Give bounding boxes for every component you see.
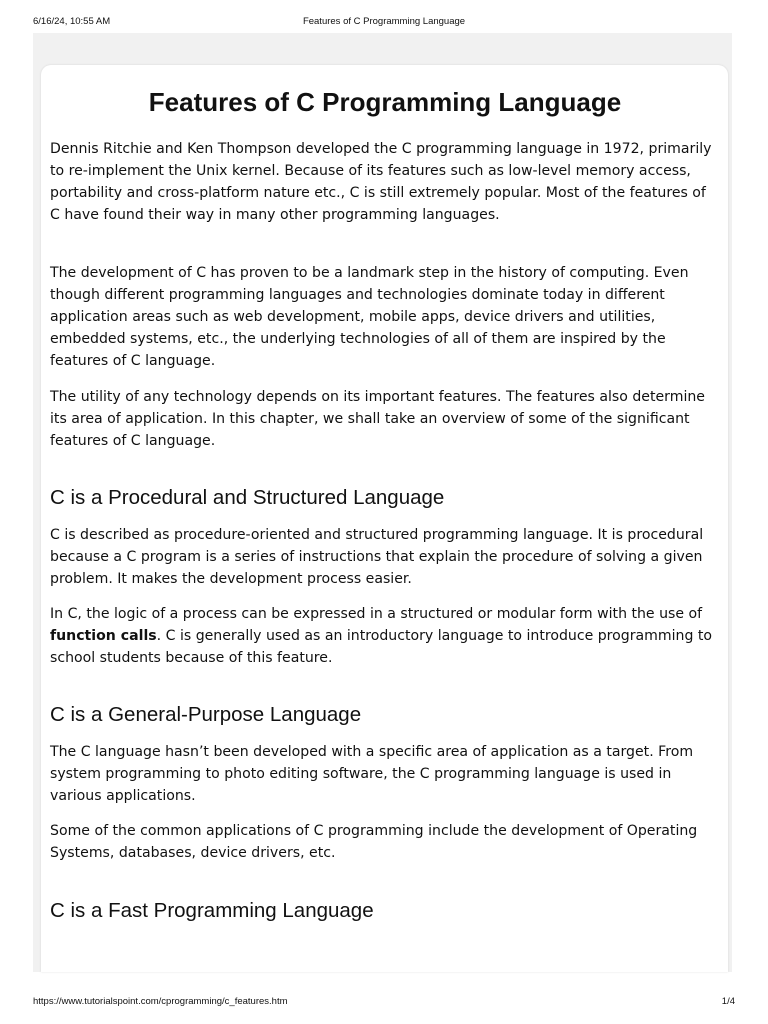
print-url: https://www.tutorialspoint.com/cprogramming/c_features.htm <box>33 996 288 1007</box>
section-heading-fast: C is a Fast Programming Language <box>50 899 374 922</box>
general-purpose-paragraph-2: Some of the common applications of C programming include the development of Operating Systems, databases, device drivers, etc. <box>50 823 698 861</box>
print-title: Features of C Programming Language <box>302 16 466 27</box>
intro-paragraph-1: Dennis Ritchie and Ken Thompson developed the C programming language in 1972, primarily to re-implement the Unix kernel. Because of its features such as low-level memory access, portability and cross-platform nature etc., C is still extremely popular. Most of the features of C have found their way in many other programming languages. <box>50 141 712 223</box>
intro-paragraph-2: The development of C has proven to be a landmark step in the history of computing. Even though different programming languages and technologies dominate today in different application areas such as web development, mobile apps, device drivers and utilities, embedded systems, etc., the underlying technologies of all of them are inspired by the features of C language. <box>50 265 689 369</box>
general-purpose-paragraph-1: The C language hasn’t been developed with a specific area of application as a target. From system programming to photo editing software, the C programming language is used in various applications. <box>50 744 694 804</box>
print-footer <box>33 996 735 1010</box>
print-header <box>33 16 735 30</box>
section-heading-procedural: C is a Procedural and Structured Language <box>50 486 445 509</box>
intro-paragraph-3: The utility of any technology depends on its important features. The features also determine its area of application. In this chapter, we shall take an overview of some of the significant features of C language. <box>50 389 705 449</box>
article-title: Features of C Programming Language <box>148 87 622 117</box>
text-segment: . C is generally used as an introductory language to introduce programming to school students because of this feature. <box>50 628 713 666</box>
article-card <box>41 65 728 972</box>
procedural-paragraph-1: C is described as procedure-oriented and structured programming language. It is procedural because a C program is a series of instructions that explain the procedure of solving a given problem. It makes the development process easier. <box>50 527 704 587</box>
text-segment: In C, the logic of a process can be expressed in a structured or modular form with the use of <box>50 606 703 622</box>
print-date: 6/16/24, 10:55 AM <box>33 16 111 27</box>
page-number: 1/4 <box>721 996 735 1007</box>
function-calls-emphasis: function calls <box>50 628 157 644</box>
section-heading-general-purpose: C is a General-Purpose Language <box>50 703 362 726</box>
procedural-paragraph-2 <box>50 603 720 669</box>
